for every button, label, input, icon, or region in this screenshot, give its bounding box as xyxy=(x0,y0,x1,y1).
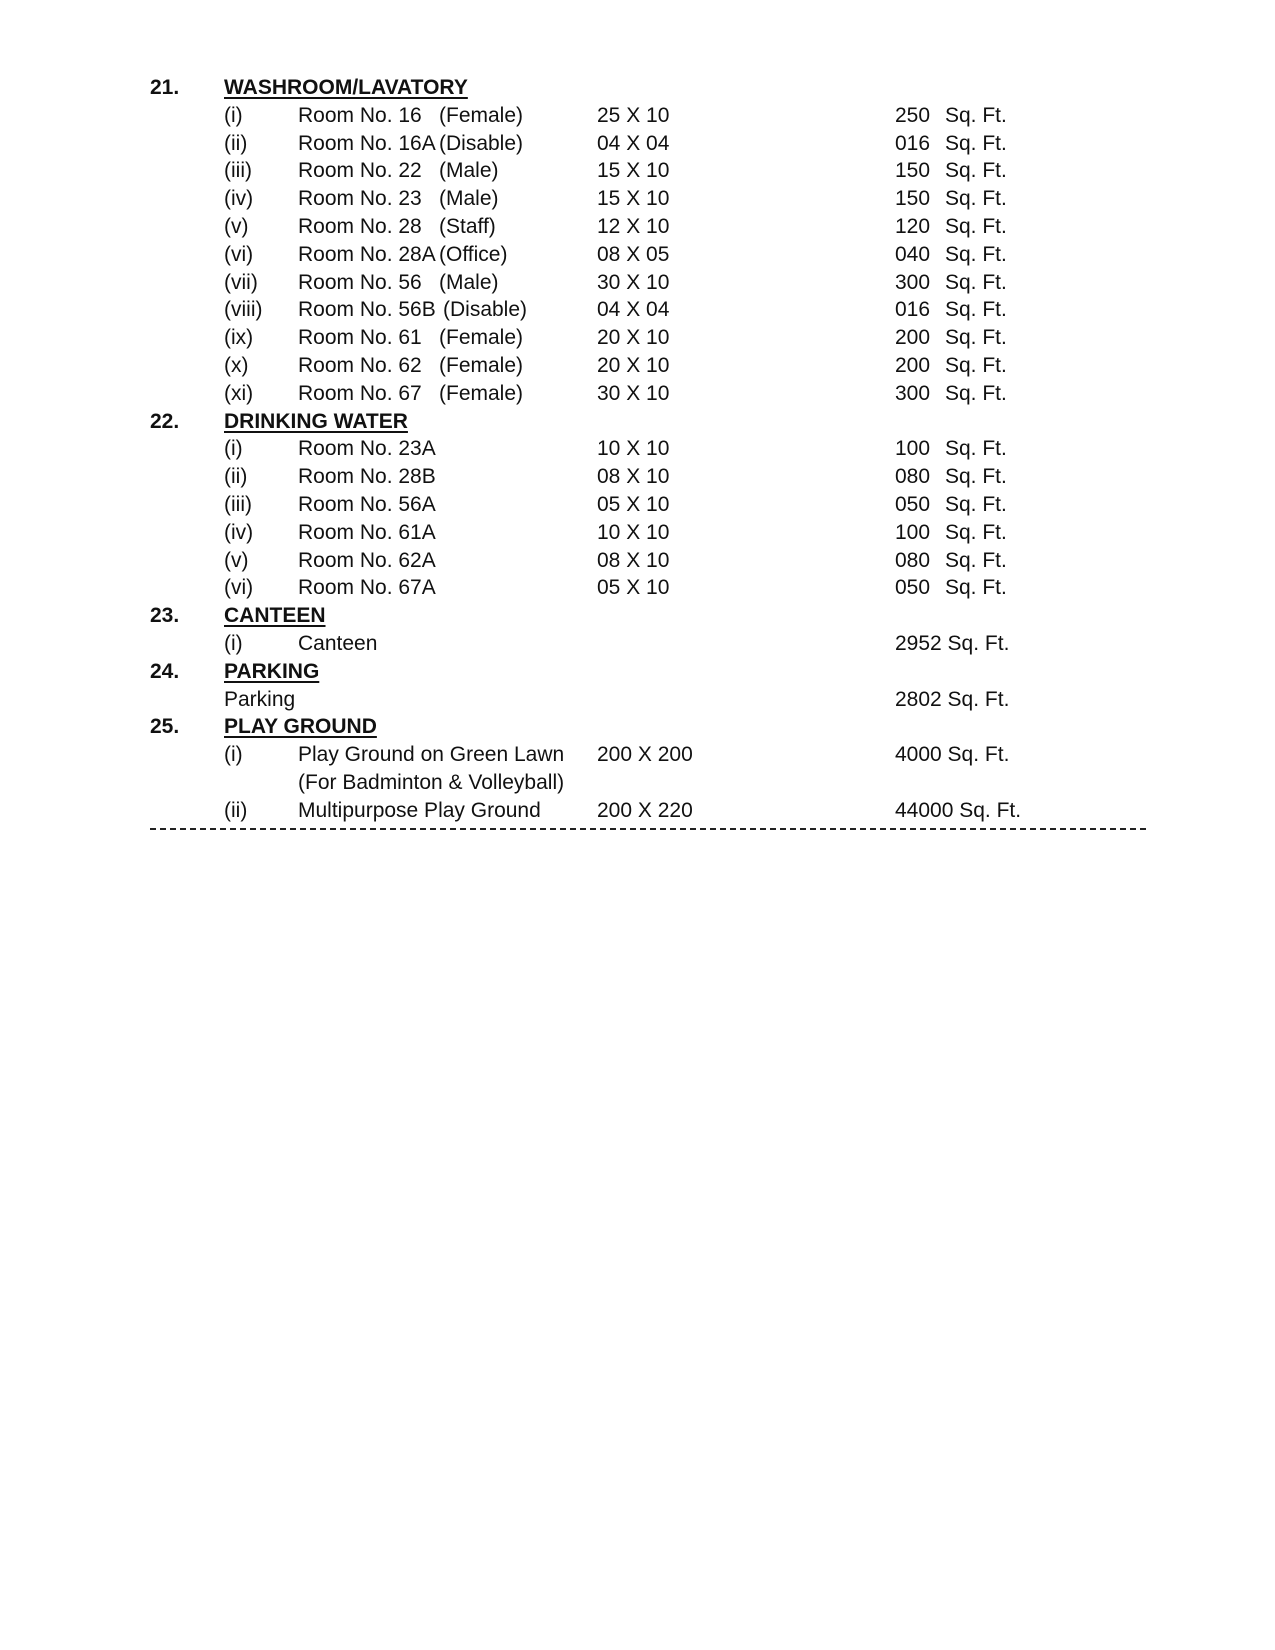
room-area: 016 xyxy=(895,298,931,322)
room-note: (Male) xyxy=(439,187,499,211)
item-index: (xi) xyxy=(224,381,254,405)
area-unit: Sq. Ft. xyxy=(945,381,1007,405)
room-name: Room No. 23 xyxy=(298,187,422,211)
room-area: 2802 Sq. Ft. xyxy=(895,687,1010,711)
room-dimensions: 04 X 04 xyxy=(597,131,670,155)
item-index: (i) xyxy=(224,743,243,767)
list-item xyxy=(0,213,1275,241)
room-dimensions: 04 X 04 xyxy=(597,298,670,322)
room-note: (Female) xyxy=(439,326,524,350)
room-dimensions: 30 X 10 xyxy=(597,381,670,405)
room-dimensions: 08 X 05 xyxy=(597,242,670,266)
room-name: Room No. 62 xyxy=(298,353,422,377)
room-name: Room No. 56B xyxy=(298,298,436,322)
room-note: (Staff) xyxy=(439,214,496,238)
list-item xyxy=(0,296,1275,324)
room-note: (Male) xyxy=(439,159,499,183)
area-unit: Sq. Ft. xyxy=(945,214,1007,238)
room-name: Room No. 62A xyxy=(298,548,436,572)
room-name: Room No. 67 xyxy=(298,381,422,405)
item-index: (v) xyxy=(224,214,249,238)
room-area: 100 xyxy=(895,520,931,544)
room-name: Room No. 16 xyxy=(298,103,422,127)
area-unit: Sq. Ft. xyxy=(945,437,1007,461)
room-dimensions: 08 X 10 xyxy=(597,465,670,489)
area-unit: Sq. Ft. xyxy=(945,520,1007,544)
area-unit: Sq. Ft. xyxy=(945,159,1007,183)
room-area: 200 xyxy=(895,353,931,377)
room-area: 150 xyxy=(895,159,931,183)
item-index: (i) xyxy=(224,103,243,127)
section-number: 23. xyxy=(150,604,180,628)
room-area: 080 xyxy=(895,548,931,572)
section-number: 25. xyxy=(150,715,180,739)
room-area: 300 xyxy=(895,381,931,405)
list-item xyxy=(0,157,1275,185)
room-dimensions: 20 X 10 xyxy=(597,326,670,350)
room-name: Room No. 56A xyxy=(298,492,436,516)
room-area: 080 xyxy=(895,465,931,489)
list-item xyxy=(0,741,1275,769)
room-name: Room No. 28A xyxy=(298,242,436,266)
item-index: (vi) xyxy=(224,576,254,600)
room-dimensions: 15 X 10 xyxy=(597,187,670,211)
room-name: Room No. 67A xyxy=(298,576,436,600)
room-name: Room No. 56 xyxy=(298,270,422,294)
list-item xyxy=(0,324,1275,352)
room-dimensions: 20 X 10 xyxy=(597,353,670,377)
item-index: (x) xyxy=(224,353,249,377)
area-unit: Sq. Ft. xyxy=(945,326,1007,350)
room-area: 120 xyxy=(895,214,931,238)
room-note: (Male) xyxy=(439,270,499,294)
area-unit: Sq. Ft. xyxy=(945,103,1007,127)
list-item xyxy=(0,797,1275,825)
room-area: 100 xyxy=(895,437,931,461)
room-name: Room No. 28B xyxy=(298,465,436,489)
area-unit: Sq. Ft. xyxy=(945,270,1007,294)
room-note: (Female) xyxy=(439,103,524,127)
item-index: (vii) xyxy=(224,270,258,294)
list-item xyxy=(0,574,1275,602)
room-name: Canteen xyxy=(298,631,378,655)
item-index: (iii) xyxy=(224,492,252,516)
room-note: (Female) xyxy=(439,353,524,377)
item-index: (iv) xyxy=(224,520,254,544)
area-unit: Sq. Ft. xyxy=(945,576,1007,600)
section-number: 21. xyxy=(150,76,180,99)
room-area: 300 xyxy=(895,270,931,294)
list-item xyxy=(0,380,1275,408)
list-item xyxy=(0,686,1275,714)
section-heading: PARKING xyxy=(224,659,320,683)
room-name: Room No. 61 xyxy=(298,326,422,350)
dashed-separator xyxy=(150,828,1146,830)
room-note: (Disable) xyxy=(439,131,524,155)
section-header xyxy=(0,74,1275,102)
room-dimensions: 10 X 10 xyxy=(597,520,670,544)
room-dimensions: 200 X 200 xyxy=(597,743,693,767)
area-unit: Sq. Ft. xyxy=(945,131,1007,155)
area-unit: Sq. Ft. xyxy=(945,187,1007,211)
room-note: (Disable) xyxy=(443,298,528,322)
room-area: 2952 Sq. Ft. xyxy=(895,631,1010,655)
area-unit: Sq. Ft. xyxy=(945,548,1007,572)
list-item xyxy=(0,547,1275,575)
room-area: 250 xyxy=(895,103,931,127)
item-index: (viii) xyxy=(224,298,263,322)
room-dimensions: 25 X 10 xyxy=(597,103,670,127)
area-unit: Sq. Ft. xyxy=(945,492,1007,516)
item-label: Parking xyxy=(224,687,296,711)
room-dimensions: 12 X 10 xyxy=(597,214,670,238)
section-heading: CANTEEN xyxy=(224,604,326,628)
room-area: 050 xyxy=(895,576,931,600)
room-area: 040 xyxy=(895,242,931,266)
list-item xyxy=(0,102,1275,130)
room-area: 4000 Sq. Ft. xyxy=(895,743,1010,767)
area-unit: Sq. Ft. xyxy=(945,465,1007,489)
room-name: (For Badminton & Volleyball) xyxy=(298,770,565,794)
item-index: (vi) xyxy=(224,242,254,266)
room-area: 016 xyxy=(895,131,931,155)
section-number: 22. xyxy=(150,409,180,433)
area-unit: Sq. Ft. xyxy=(945,353,1007,377)
room-area: 44000 Sq. Ft. xyxy=(895,798,1022,822)
list-item xyxy=(0,519,1275,547)
room-dimensions: 200 X 220 xyxy=(597,798,693,822)
item-index: (ii) xyxy=(224,131,248,155)
area-unit: Sq. Ft. xyxy=(945,242,1007,266)
room-note: (Female) xyxy=(439,381,524,405)
room-name: Room No. 28 xyxy=(298,214,422,238)
room-area: 150 xyxy=(895,187,931,211)
room-name: Room No. 16A xyxy=(298,131,436,155)
list-item xyxy=(0,630,1275,658)
room-dimensions: 15 X 10 xyxy=(597,159,670,183)
item-index: (v) xyxy=(224,548,249,572)
item-index: (ix) xyxy=(224,326,254,350)
room-name: Multipurpose Play Ground xyxy=(298,798,541,822)
list-item xyxy=(0,352,1275,380)
room-name: Play Ground on Green Lawn xyxy=(298,743,565,767)
room-note: (Office) xyxy=(439,242,508,266)
room-dimensions: 05 X 10 xyxy=(597,492,670,516)
item-index: (iv) xyxy=(224,187,254,211)
item-index: (i) xyxy=(224,631,243,655)
item-index: (i) xyxy=(224,437,243,461)
section-header xyxy=(0,408,1275,436)
room-dimensions: 30 X 10 xyxy=(597,270,670,294)
item-index: (iii) xyxy=(224,159,252,183)
section-heading: DRINKING WATER xyxy=(224,409,408,433)
item-index: (ii) xyxy=(224,465,248,489)
list-item xyxy=(0,130,1275,158)
section-heading: WASHROOM/LAVATORY xyxy=(224,76,468,99)
list-item xyxy=(0,185,1275,213)
room-dimensions: 08 X 10 xyxy=(597,548,670,572)
facilities-list xyxy=(0,74,1275,825)
section-header xyxy=(0,602,1275,630)
room-dimensions: 05 X 10 xyxy=(597,576,670,600)
room-name: Room No. 23A xyxy=(298,437,436,461)
section-number: 24. xyxy=(150,659,180,683)
room-area: 050 xyxy=(895,492,931,516)
room-area: 200 xyxy=(895,326,931,350)
list-item xyxy=(0,241,1275,269)
area-unit: Sq. Ft. xyxy=(945,298,1007,322)
room-dimensions: 10 X 10 xyxy=(597,437,670,461)
item-index: (ii) xyxy=(224,798,248,822)
list-item xyxy=(0,269,1275,297)
list-item xyxy=(0,491,1275,519)
list-item xyxy=(0,463,1275,491)
list-item-continuation xyxy=(0,769,1275,797)
section-header xyxy=(0,658,1275,686)
section-heading: PLAY GROUND xyxy=(224,715,377,739)
list-item xyxy=(0,435,1275,463)
room-name: Room No. 22 xyxy=(298,159,422,183)
section-header xyxy=(0,713,1275,741)
room-name: Room No. 61A xyxy=(298,520,436,544)
